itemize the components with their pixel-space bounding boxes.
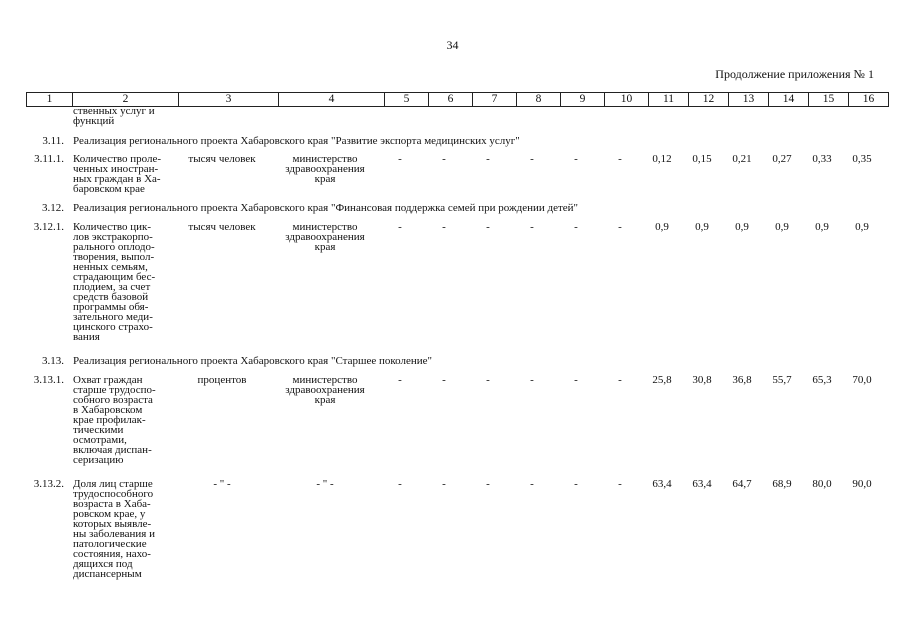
value-cell: 63,4 — [692, 478, 712, 490]
table-row — [0, 222, 905, 346]
value-cell: - — [574, 478, 578, 490]
value-cell: - — [442, 478, 446, 490]
value-cell: - — [530, 153, 534, 165]
column-number-header — [26, 92, 889, 107]
header-cell: 11 — [649, 93, 689, 107]
value-cell: 0,35 — [852, 153, 872, 165]
value-cell: 36,8 — [732, 374, 752, 386]
responsible-organization: - " - — [316, 478, 334, 490]
value-cell: - — [530, 478, 534, 490]
indicator-name: Количество проле- ченных иностран- ных граждан в Ха- баровском крае — [73, 153, 162, 195]
value-cell: 64,7 — [732, 478, 752, 490]
row-number: 3.13.2. — [33, 478, 64, 490]
value-cell: 90,0 — [852, 478, 872, 490]
continuation-label: Продолжение приложения № 1 — [715, 67, 874, 81]
indicator-name: Количество цик- лов экстракорпо- рального оплодо- творения, выпол- ненных семьям, страдающим бес- плодием, за счет средств базовой программы обя- зательного меди- цинского страхо- вания — [73, 221, 156, 343]
value-cell: - — [486, 153, 490, 165]
unit-of-measure: тысяч человек — [188, 153, 256, 165]
value-cell: 0,15 — [692, 153, 712, 165]
value-cell: - — [574, 374, 578, 386]
responsible-organization: министерство здравоохранения края — [285, 153, 365, 185]
header-cell: 13 — [729, 93, 769, 107]
value-cell: 80,0 — [812, 478, 832, 490]
value-cell: - — [486, 374, 490, 386]
value-cell: - — [398, 221, 402, 233]
value-cell: - — [398, 153, 402, 165]
value-cell: - — [486, 221, 490, 233]
value-cell: 0,33 — [812, 153, 832, 165]
row-number: 3.13.1. — [33, 374, 64, 386]
value-cell: 0,9 — [655, 221, 669, 233]
header-cell: 6 — [429, 93, 473, 107]
value-cell: - — [486, 478, 490, 490]
value-cell: 0,9 — [775, 221, 789, 233]
value-cell: - — [442, 153, 446, 165]
header-cell: 8 — [517, 93, 561, 107]
section-title: Реализация регионального проекта Хабаровского края "Старшее поколение" — [73, 355, 433, 367]
row-number: 3.12.1. — [33, 221, 64, 233]
value-cell: - — [530, 374, 534, 386]
value-cell: - — [530, 221, 534, 233]
carryover-text: ственных услуг и функций — [73, 105, 155, 127]
value-cell: 0,12 — [652, 153, 672, 165]
section-number: 3.12. — [42, 202, 64, 214]
table-row — [0, 154, 905, 198]
value-cell: - — [442, 221, 446, 233]
indicator-name: Доля лиц старше трудоспособного возраста в Хаба- ровском крае, у которых выявле- ны заболевания и патологические состояния, нахо- дящихся под диспансерным — [73, 478, 155, 580]
section-title: Реализация регионального проекта Хабаровского края "Развитие экспорта медицинских услуг" — [73, 135, 520, 147]
value-cell: - — [618, 478, 622, 490]
section-row — [0, 201, 905, 215]
page-number: 34 — [446, 38, 459, 52]
unit-of-measure: процентов — [197, 374, 247, 386]
header-cell: 5 — [385, 93, 429, 107]
value-cell: - — [574, 221, 578, 233]
value-cell: 65,3 — [812, 374, 832, 386]
value-cell: - — [618, 374, 622, 386]
section-number: 3.11. — [42, 135, 64, 147]
header-cell: 7 — [473, 93, 517, 107]
value-cell: 0,21 — [732, 153, 752, 165]
section-row — [0, 354, 905, 368]
section-title: Реализация регионального проекта Хабаровского края "Финансовая поддержка семей при рождении детей" — [73, 202, 579, 214]
value-cell: - — [618, 153, 622, 165]
header-cell: 3 — [179, 93, 279, 107]
value-cell: 70,0 — [852, 374, 872, 386]
header-cell: 15 — [809, 93, 849, 107]
value-cell: 0,9 — [735, 221, 749, 233]
unit-of-measure: тысяч человек — [188, 221, 256, 233]
value-cell: - — [618, 221, 622, 233]
section-number: 3.13. — [42, 355, 64, 367]
header-cell: 10 — [605, 93, 649, 107]
row-number: 3.11.1. — [34, 153, 64, 165]
value-cell: - — [398, 478, 402, 490]
value-cell: - — [442, 374, 446, 386]
header-cell: 14 — [769, 93, 809, 107]
value-cell: 0,27 — [772, 153, 792, 165]
value-cell: 0,9 — [695, 221, 709, 233]
section-row — [0, 134, 905, 148]
value-cell: 0,9 — [855, 221, 869, 233]
value-cell: 25,8 — [652, 374, 672, 386]
value-cell: 55,7 — [772, 374, 792, 386]
responsible-organization: министерство здравоохранения края — [285, 374, 365, 406]
header-cell: 9 — [561, 93, 605, 107]
value-cell: - — [398, 374, 402, 386]
header-cell: 4 — [279, 93, 385, 107]
table-row — [0, 375, 905, 475]
header-cell: 1 — [27, 93, 73, 107]
value-cell: 63,4 — [652, 478, 672, 490]
indicator-name: Охват граждан старше трудоспо- собного возраста в Хабаровском крае профилак- тическими осмотрами, включая диспан- серизацию — [73, 374, 156, 466]
value-cell: 30,8 — [692, 374, 712, 386]
responsible-organization: министерство здравоохранения края — [285, 221, 365, 253]
unit-of-measure: - " - — [213, 478, 231, 490]
header-cell: 2 — [73, 93, 179, 107]
table-row — [0, 479, 905, 589]
header-cell: 16 — [849, 93, 889, 107]
value-cell: - — [574, 153, 578, 165]
header-cell: 12 — [689, 93, 729, 107]
value-cell: 0,9 — [815, 221, 829, 233]
value-cell: 68,9 — [772, 478, 792, 490]
